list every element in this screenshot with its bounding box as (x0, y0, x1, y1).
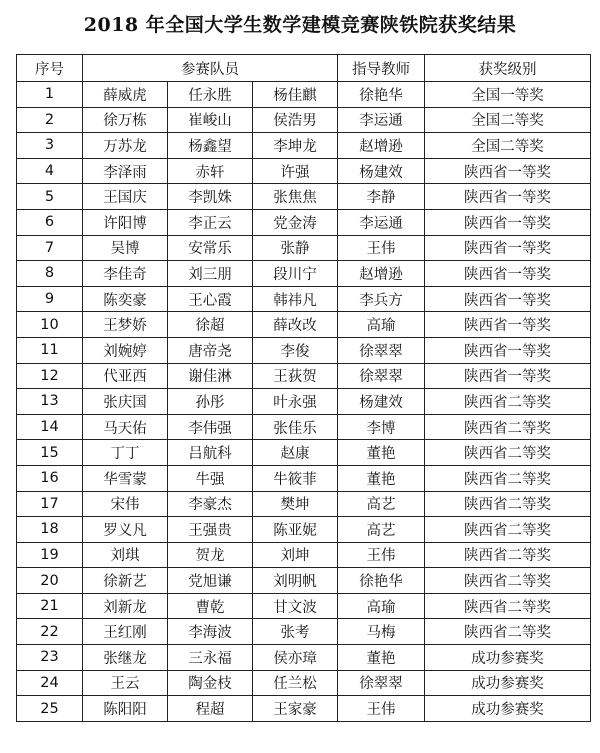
table-row (17, 568, 591, 594)
advisor-cell: 李博 (338, 414, 425, 440)
award-level-cell: 陕西省二等奖 (425, 414, 591, 440)
member-2-cell: 唐帝尧 (168, 337, 253, 363)
advisor-cell: 高艺 (338, 491, 425, 517)
row-number-cell: 15 (17, 440, 83, 466)
award-level-cell: 陕西省一等奖 (425, 286, 591, 312)
member-3-cell: 牛筱菲 (253, 465, 338, 491)
advisor-cell: 王伟 (338, 696, 425, 722)
member-1-cell: 张继龙 (83, 645, 168, 671)
member-1-cell: 王梦娇 (83, 312, 168, 338)
table-row (17, 107, 591, 133)
advisor-cell: 董艳 (338, 465, 425, 491)
member-1-cell: 张庆国 (83, 389, 168, 415)
table-row (17, 517, 591, 543)
row-number-cell: 12 (17, 363, 83, 389)
member-1-cell: 李泽雨 (83, 158, 168, 184)
advisor-cell: 赵增逊 (338, 261, 425, 287)
row-number-cell: 1 (17, 82, 83, 108)
award-level-cell: 全国二等奖 (425, 133, 591, 159)
award-level-cell: 全国二等奖 (425, 107, 591, 133)
table-row (17, 670, 591, 696)
award-level-cell: 陕西省二等奖 (425, 465, 591, 491)
member-2-cell: 程超 (168, 696, 253, 722)
member-3-cell: 段川宁 (253, 261, 338, 287)
member-2-cell: 三永福 (168, 645, 253, 671)
row-number-cell: 16 (17, 465, 83, 491)
advisor-cell: 徐艳华 (338, 568, 425, 594)
member-2-cell: 谢佳淋 (168, 363, 253, 389)
table-row (17, 337, 591, 363)
table-row (17, 286, 591, 312)
advisor-cell: 徐艳华 (338, 82, 425, 108)
member-3-cell: 任兰松 (253, 670, 338, 696)
member-2-cell: 王强贵 (168, 517, 253, 543)
row-number-cell: 20 (17, 568, 83, 594)
table-row (17, 82, 591, 108)
member-3-cell: 张静 (253, 235, 338, 261)
advisor-cell: 马梅 (338, 619, 425, 645)
member-1-cell: 王云 (83, 670, 168, 696)
member-3-cell: 王荻贺 (253, 363, 338, 389)
member-3-cell: 杨佳麒 (253, 82, 338, 108)
table-row (17, 465, 591, 491)
table-row (17, 133, 591, 159)
member-2-cell: 陶金枝 (168, 670, 253, 696)
table-row (17, 158, 591, 184)
table-row (17, 542, 591, 568)
advisor-cell: 徐翠翠 (338, 363, 425, 389)
award-level-cell: 陕西省二等奖 (425, 517, 591, 543)
advisor-cell: 李运通 (338, 209, 425, 235)
member-2-cell: 李海波 (168, 619, 253, 645)
award-level-cell: 陕西省二等奖 (425, 619, 591, 645)
advisor-cell: 徐翠翠 (338, 670, 425, 696)
member-1-cell: 许阳博 (83, 209, 168, 235)
member-1-cell: 刘婉婷 (83, 337, 168, 363)
table-row (17, 184, 591, 210)
results-body (17, 82, 591, 722)
award-level-cell: 陕西省一等奖 (425, 337, 591, 363)
document-title: 2018 年全国大学生数学建模竞赛陕铁院获奖结果 (83, 14, 517, 36)
row-number-cell: 9 (17, 286, 83, 312)
header-no: 序号 (17, 55, 83, 82)
advisor-cell: 杨建效 (338, 158, 425, 184)
award-level-cell: 成功参赛奖 (425, 645, 591, 671)
table-row (17, 491, 591, 517)
award-level-cell: 陕西省二等奖 (425, 542, 591, 568)
row-number-cell: 13 (17, 389, 83, 415)
award-level-cell: 陕西省一等奖 (425, 158, 591, 184)
member-3-cell: 张焦焦 (253, 184, 338, 210)
member-1-cell: 宋伟 (83, 491, 168, 517)
table-row (17, 440, 591, 466)
member-1-cell: 徐新艺 (83, 568, 168, 594)
table-row (17, 312, 591, 338)
member-3-cell: 张考 (253, 619, 338, 645)
member-2-cell: 崔峻山 (168, 107, 253, 133)
member-2-cell: 贺龙 (168, 542, 253, 568)
member-3-cell: 薛改改 (253, 312, 338, 338)
member-1-cell: 刘新龙 (83, 593, 168, 619)
member-1-cell: 陈阳阳 (83, 696, 168, 722)
member-2-cell: 安常乐 (168, 235, 253, 261)
member-1-cell: 薛威虎 (83, 82, 168, 108)
member-2-cell: 徐超 (168, 312, 253, 338)
row-number-cell: 4 (17, 158, 83, 184)
member-3-cell: 樊坤 (253, 491, 338, 517)
member-1-cell: 陈奕豪 (83, 286, 168, 312)
member-3-cell: 张佳乐 (253, 414, 338, 440)
member-3-cell: 叶永强 (253, 389, 338, 415)
award-level-cell: 成功参赛奖 (425, 696, 591, 722)
row-number-cell: 14 (17, 414, 83, 440)
member-1-cell: 王红刚 (83, 619, 168, 645)
member-1-cell: 王国庆 (83, 184, 168, 210)
row-number-cell: 7 (17, 235, 83, 261)
table-row (17, 209, 591, 235)
advisor-cell: 董艳 (338, 645, 425, 671)
member-3-cell: 李坤龙 (253, 133, 338, 159)
table-row (17, 414, 591, 440)
advisor-cell: 高瑜 (338, 593, 425, 619)
row-number-cell: 3 (17, 133, 83, 159)
member-2-cell: 李伟强 (168, 414, 253, 440)
table-row (17, 593, 591, 619)
table-row (17, 619, 591, 645)
award-level-cell: 陕西省二等奖 (425, 389, 591, 415)
member-2-cell: 党旭谦 (168, 568, 253, 594)
member-3-cell: 刘明帆 (253, 568, 338, 594)
member-2-cell: 李豪杰 (168, 491, 253, 517)
member-2-cell: 赤轩 (168, 158, 253, 184)
row-number-cell: 6 (17, 209, 83, 235)
award-level-cell: 全国一等奖 (425, 82, 591, 108)
advisor-cell: 高瑜 (338, 312, 425, 338)
award-level-cell: 陕西省一等奖 (425, 363, 591, 389)
advisor-cell: 董艳 (338, 440, 425, 466)
member-3-cell: 党金涛 (253, 209, 338, 235)
header-members: 参赛队员 (83, 55, 338, 82)
table-row (17, 389, 591, 415)
advisor-cell: 李静 (338, 184, 425, 210)
member-1-cell: 丁丁 (83, 440, 168, 466)
row-number-cell: 5 (17, 184, 83, 210)
row-number-cell: 8 (17, 261, 83, 287)
member-2-cell: 刘三朋 (168, 261, 253, 287)
member-3-cell: 许强 (253, 158, 338, 184)
member-2-cell: 李正云 (168, 209, 253, 235)
member-2-cell: 牛强 (168, 465, 253, 491)
row-number-cell: 17 (17, 491, 83, 517)
member-2-cell: 杨鑫望 (168, 133, 253, 159)
member-1-cell: 刘琪 (83, 542, 168, 568)
member-1-cell: 罗义凡 (83, 517, 168, 543)
table-row (17, 261, 591, 287)
row-number-cell: 18 (17, 517, 83, 543)
advisor-cell: 杨建效 (338, 389, 425, 415)
row-number-cell: 22 (17, 619, 83, 645)
table-row (17, 235, 591, 261)
member-1-cell: 华雪蒙 (83, 465, 168, 491)
member-3-cell: 韩祎凡 (253, 286, 338, 312)
award-level-cell: 陕西省一等奖 (425, 184, 591, 210)
award-level-cell: 陕西省二等奖 (425, 440, 591, 466)
row-number-cell: 10 (17, 312, 83, 338)
member-3-cell: 刘坤 (253, 542, 338, 568)
advisor-cell: 王伟 (338, 235, 425, 261)
member-3-cell: 李俊 (253, 337, 338, 363)
member-1-cell: 李佳奇 (83, 261, 168, 287)
advisor-cell: 徐翠翠 (338, 337, 425, 363)
advisor-cell: 王伟 (338, 542, 425, 568)
row-number-cell: 11 (17, 337, 83, 363)
results-table (16, 54, 591, 722)
header-award: 获奖级别 (425, 55, 591, 82)
member-1-cell: 徐万栋 (83, 107, 168, 133)
row-number-cell: 19 (17, 542, 83, 568)
advisor-cell: 赵增逊 (338, 133, 425, 159)
advisor-cell: 李运通 (338, 107, 425, 133)
member-3-cell: 侯亦璋 (253, 645, 338, 671)
row-number-cell: 2 (17, 107, 83, 133)
member-1-cell: 万苏龙 (83, 133, 168, 159)
table-row (17, 363, 591, 389)
advisor-cell: 高艺 (338, 517, 425, 543)
table-row (17, 645, 591, 671)
member-2-cell: 任永胜 (168, 82, 253, 108)
row-number-cell: 21 (17, 593, 83, 619)
member-3-cell: 甘文波 (253, 593, 338, 619)
award-level-cell: 成功参赛奖 (425, 670, 591, 696)
member-3-cell: 赵康 (253, 440, 338, 466)
header-row (17, 55, 591, 82)
member-1-cell: 代亚西 (83, 363, 168, 389)
member-3-cell: 王家豪 (253, 696, 338, 722)
table-row (17, 696, 591, 722)
row-number-cell: 24 (17, 670, 83, 696)
award-level-cell: 陕西省一等奖 (425, 312, 591, 338)
member-2-cell: 王心霞 (168, 286, 253, 312)
row-number-cell: 25 (17, 696, 83, 722)
award-level-cell: 陕西省二等奖 (425, 593, 591, 619)
member-2-cell: 曹乾 (168, 593, 253, 619)
award-level-cell: 陕西省一等奖 (425, 209, 591, 235)
award-level-cell: 陕西省一等奖 (425, 261, 591, 287)
member-1-cell: 吴博 (83, 235, 168, 261)
member-3-cell: 陈亚妮 (253, 517, 338, 543)
header-advisor: 指导教师 (338, 55, 425, 82)
member-3-cell: 侯浩男 (253, 107, 338, 133)
member-2-cell: 李凯姝 (168, 184, 253, 210)
advisor-cell: 李兵方 (338, 286, 425, 312)
award-level-cell: 陕西省一等奖 (425, 235, 591, 261)
award-level-cell: 陕西省二等奖 (425, 568, 591, 594)
member-2-cell: 孙彤 (168, 389, 253, 415)
row-number-cell: 23 (17, 645, 83, 671)
member-1-cell: 马天佑 (83, 414, 168, 440)
member-2-cell: 吕航科 (168, 440, 253, 466)
award-level-cell: 陕西省二等奖 (425, 491, 591, 517)
